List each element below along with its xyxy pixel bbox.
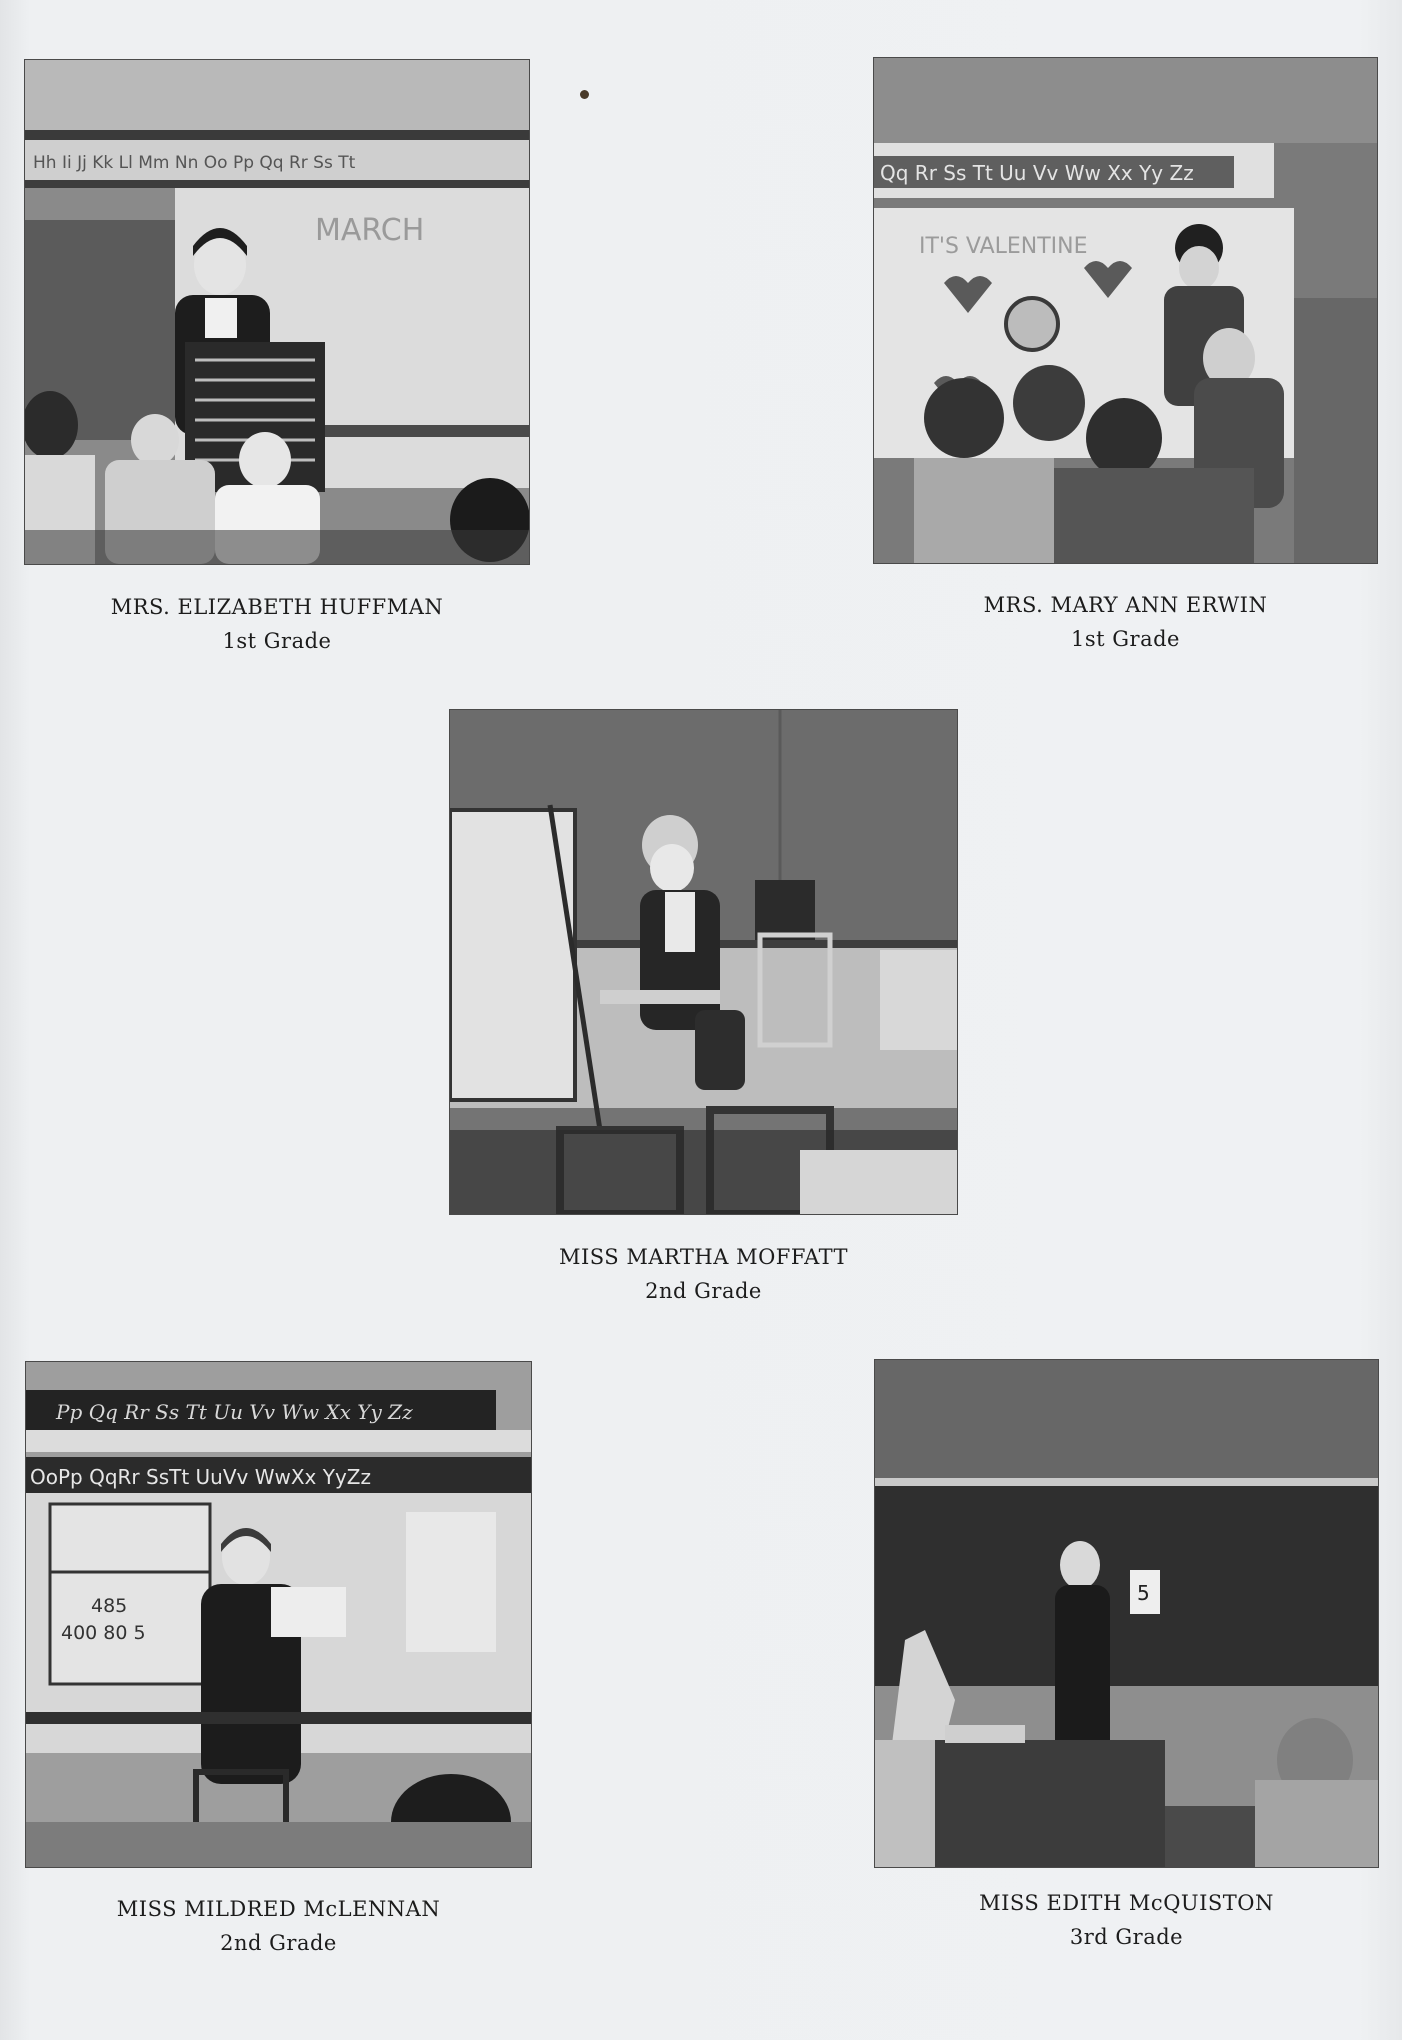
cursive-strip: Pp Qq Rr Ss Tt Uu Vv Ww Xx Yy Zz (56, 1400, 413, 1424)
caption-huffman (25, 590, 529, 658)
teacher-name: MISS MILDRED McLENNAN (116, 1897, 441, 1921)
teacher-grade: 2nd Grade (645, 1279, 762, 1303)
photo-mclennan (26, 1362, 531, 1867)
classroom-scene-4 (26, 1362, 531, 1867)
photo-mcquiston (875, 1360, 1378, 1867)
math-bottom: 400 80 5 (61, 1622, 146, 1644)
flash-card-number: 5 (1137, 1581, 1150, 1605)
classroom-scene-1 (25, 60, 529, 564)
caption-erwin (874, 588, 1377, 656)
classroom-scene-2 (874, 58, 1377, 563)
alphabet-strip: OoPp QqRr SsTt UuVv WwXx YyZz (30, 1465, 372, 1489)
teacher-grade: 2nd Grade (220, 1931, 337, 1955)
classroom-scene-3 (450, 710, 957, 1214)
teacher-grade: 1st Grade (222, 629, 332, 653)
photo-huffman (25, 60, 529, 564)
board-label: MARCH (315, 213, 425, 248)
teacher-name: MRS. MARY ANN ERWIN (983, 593, 1268, 617)
math-top: 485 (91, 1595, 128, 1617)
ink-speck (580, 90, 589, 99)
photo-erwin (874, 58, 1377, 563)
teacher-grade: 3rd Grade (1069, 1925, 1184, 1949)
photo-moffatt (450, 710, 957, 1214)
teacher-name: MISS EDITH McQUISTON (979, 1891, 1274, 1915)
teacher-name: MISS MARTHA MOFFATT (558, 1245, 849, 1269)
caption-moffatt (450, 1240, 957, 1308)
board-label: IT'S VALENTINE (919, 234, 1088, 259)
caption-mcquiston (875, 1886, 1378, 1954)
classroom-scene-5 (875, 1360, 1378, 1867)
teacher-name: MRS. ELIZABETH HUFFMAN (110, 595, 444, 619)
teacher-grade: 1st Grade (1071, 627, 1180, 651)
alphabet-strip: Qq Rr Ss Tt Uu Vv Ww Xx Yy Zz (880, 161, 1194, 185)
alphabet-strip: Hh Ii Jj Kk Ll Mm Nn Oo Pp Qq Rr Ss Tt (33, 153, 356, 173)
caption-mclennan (26, 1892, 531, 1960)
